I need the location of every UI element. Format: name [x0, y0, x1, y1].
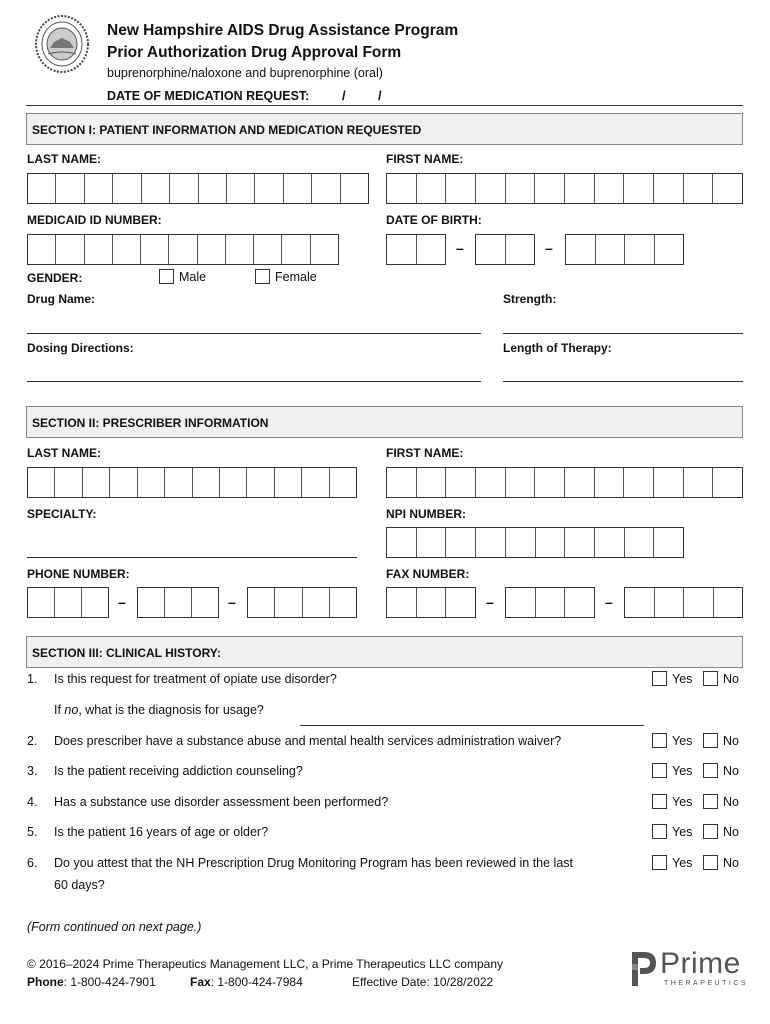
- dosing-directions-label: Dosing Directions:: [27, 341, 134, 355]
- length-of-therapy-label: Length of Therapy:: [503, 341, 612, 355]
- q4-no-label: No: [723, 795, 739, 809]
- phone-area-input[interactable]: [27, 587, 109, 618]
- q5-yes-checkbox[interactable]: [652, 824, 667, 839]
- phone-dash: –: [228, 594, 236, 610]
- dob-month-input[interactable]: [386, 234, 446, 265]
- q1-no-checkbox[interactable]: [703, 671, 718, 686]
- question-5-text: Is the patient 16 years of age or older?: [54, 825, 269, 839]
- section-1-title: SECTION I: PATIENT INFORMATION AND MEDICATION REQUESTED: [32, 123, 422, 137]
- question-1-text: Is this request for treatment of opiate use disorder?: [54, 672, 337, 686]
- diagnosis-input[interactable]: [300, 725, 644, 726]
- q1-yes-checkbox[interactable]: [652, 671, 667, 686]
- section-3-title: SECTION III: CLINICAL HISTORY:: [32, 646, 221, 660]
- phone-line-input[interactable]: [247, 587, 357, 618]
- question-6-text-line1: Do you attest that the NH Prescription Drug Monitoring Program has been reviewed in the last: [54, 856, 574, 870]
- dob-year-input[interactable]: [565, 234, 684, 265]
- medicaid-id-input[interactable]: [27, 234, 339, 265]
- date-separator: /: [378, 88, 382, 103]
- q5-no-checkbox[interactable]: [703, 824, 718, 839]
- section-2-header: [26, 406, 743, 438]
- fax-area-input[interactable]: [386, 587, 476, 618]
- strength-input[interactable]: [503, 333, 743, 334]
- prescriber-last-name-input[interactable]: [27, 467, 357, 498]
- dob-day-input[interactable]: [475, 234, 535, 265]
- question-1-followup: If no, what is the diagnosis for usage?: [54, 703, 264, 717]
- question-2-text: Does prescriber have a substance abuse and mental health services administration waiver?: [54, 734, 562, 748]
- date-of-request-label: DATE OF MEDICATION REQUEST:: [107, 89, 310, 103]
- q5-no-label: No: [723, 825, 739, 839]
- question-3-text: Is the patient receiving addiction counseling?: [54, 764, 303, 778]
- question-number: 6.: [27, 856, 38, 870]
- prime-logo-text: Prime: [660, 947, 741, 980]
- question-number: 5.: [27, 825, 38, 839]
- question-number: 4.: [27, 795, 38, 809]
- fax-prefix-input[interactable]: [505, 587, 595, 618]
- drug-name-label: Drug Name:: [27, 292, 96, 306]
- drug-name-input[interactable]: [27, 333, 481, 334]
- date-separator: /: [342, 88, 346, 103]
- form-title-line1: New Hampshire AIDS Drug Assistance Program: [107, 22, 459, 39]
- q5-yes-label: Yes: [672, 825, 693, 839]
- prescriber-first-name-input[interactable]: [386, 467, 743, 498]
- patient-last-name-label: LAST NAME:: [27, 152, 101, 166]
- date-of-request-field[interactable]: [318, 88, 408, 104]
- npi-number-label: NPI NUMBER:: [386, 507, 466, 521]
- form-title-line2: Prior Authorization Drug Approval Form: [107, 44, 402, 61]
- q3-yes-label: Yes: [672, 764, 693, 778]
- q6-yes-checkbox[interactable]: [652, 855, 667, 870]
- date-of-birth-label: DATE OF BIRTH:: [386, 213, 482, 227]
- q6-no-checkbox[interactable]: [703, 855, 718, 870]
- footer-phone: Phone: 1-800-424-7901: [27, 975, 156, 989]
- footer-effective-date: Effective Date: 10/28/2022: [352, 975, 494, 989]
- q2-no-label: No: [723, 734, 739, 748]
- footer-copyright: © 2016–2024 Prime Therapeutics Management LLC, a Prime Therapeutics LLC company: [27, 957, 503, 971]
- form-continued-note: (Form continued on next page.): [27, 920, 202, 934]
- section-2-title: SECTION II: PRESCRIBER INFORMATION: [32, 416, 269, 430]
- phone-prefix-input[interactable]: [137, 587, 219, 618]
- form-subtitle: buprenorphine/naloxone and buprenorphine (oral): [107, 66, 383, 80]
- strength-label: Strength:: [503, 292, 557, 306]
- gender-female-label: Female: [275, 270, 317, 284]
- gender-male-checkbox[interactable]: [159, 269, 174, 284]
- question-4-text: Has a substance use disorder assessment been performed?: [54, 795, 389, 809]
- q3-no-label: No: [723, 764, 739, 778]
- footer-fax: Fax: 1-800-424-7984: [190, 975, 303, 989]
- prime-logo-subtext: THERAPEUTICS: [664, 980, 749, 987]
- phone-number-label: PHONE NUMBER:: [27, 567, 130, 581]
- gender-male-label: Male: [179, 270, 207, 284]
- question-6-text-line2: 60 days?: [54, 878, 105, 892]
- medicaid-id-label: MEDICAID ID NUMBER:: [27, 213, 162, 227]
- q2-yes-label: Yes: [672, 734, 693, 748]
- dob-dash: –: [545, 240, 553, 256]
- q4-yes-checkbox[interactable]: [652, 794, 667, 809]
- dob-dash: –: [456, 240, 464, 256]
- fax-dash: –: [605, 594, 613, 610]
- q3-yes-checkbox[interactable]: [652, 763, 667, 778]
- q4-no-checkbox[interactable]: [703, 794, 718, 809]
- q4-yes-label: Yes: [672, 795, 693, 809]
- state-seal-icon: [34, 14, 90, 74]
- q3-no-checkbox[interactable]: [703, 763, 718, 778]
- section-3-header: [26, 636, 743, 668]
- section-1-header: [26, 113, 743, 145]
- q6-no-label: No: [723, 856, 739, 870]
- q1-no-label: No: [723, 672, 739, 686]
- patient-first-name-label: FIRST NAME:: [386, 152, 464, 166]
- prime-logo-icon: [632, 952, 658, 986]
- q6-yes-label: Yes: [672, 856, 693, 870]
- prescriber-first-name-label: FIRST NAME:: [386, 446, 464, 460]
- patient-first-name-input[interactable]: [386, 173, 743, 204]
- npi-number-input[interactable]: [386, 527, 684, 558]
- question-number: 1.: [27, 672, 38, 686]
- q1-yes-label: Yes: [672, 672, 693, 686]
- gender-label: GENDER:: [27, 271, 83, 285]
- q2-yes-checkbox[interactable]: [652, 733, 667, 748]
- question-number: 3.: [27, 764, 38, 778]
- question-number: 2.: [27, 734, 38, 748]
- patient-last-name-input[interactable]: [27, 173, 369, 204]
- dosing-directions-input[interactable]: [27, 381, 481, 382]
- fax-dash: –: [486, 594, 494, 610]
- prescriber-last-name-label: LAST NAME:: [27, 446, 101, 460]
- fax-number-label: FAX NUMBER:: [386, 567, 470, 581]
- specialty-label: SPECIALTY:: [27, 507, 97, 521]
- gender-female-checkbox[interactable]: [255, 269, 270, 284]
- phone-dash: –: [118, 594, 126, 610]
- specialty-input[interactable]: [27, 557, 357, 558]
- fax-line-input[interactable]: [624, 587, 743, 618]
- header-divider: [26, 105, 743, 106]
- q2-no-checkbox[interactable]: [703, 733, 718, 748]
- length-of-therapy-input[interactable]: [503, 381, 743, 382]
